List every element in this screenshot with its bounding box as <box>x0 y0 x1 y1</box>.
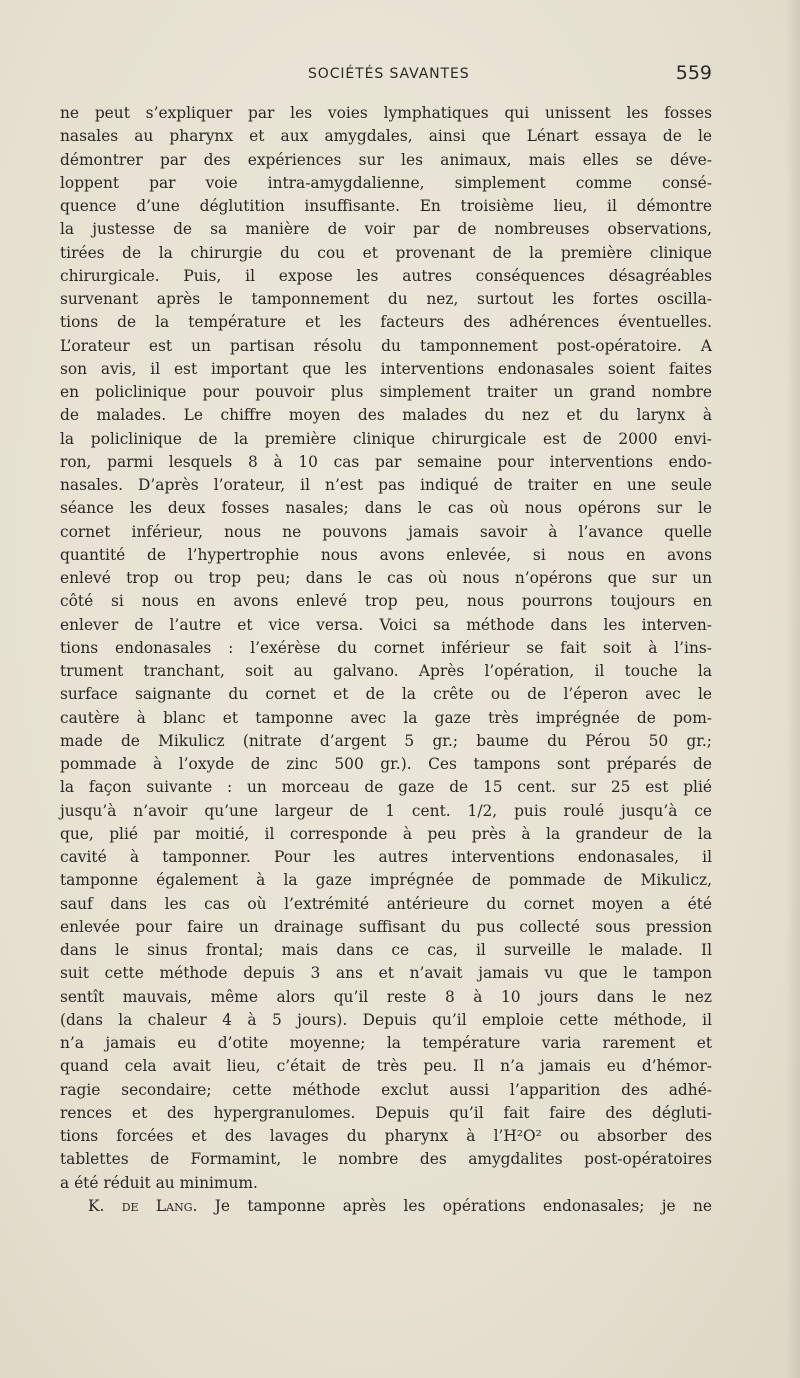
text-line: made de Mikulicz (nitrate d’argent 5 gr.; baume du Pérou 50 gr.; <box>60 731 712 750</box>
text-line: en policlinique pour pouvoir plus simplement traiter un grand nombre <box>60 383 712 401</box>
page-edge-shadow <box>786 0 800 1378</box>
text-line: enlever de l’autre et vice versa. Voici sa méthode dans les interven- <box>60 615 712 634</box>
text-line: ne peut s’expliquer par les voies lymphatiques qui unissent les fosses <box>60 104 712 122</box>
text-line: survenant après le tamponnement du nez, surtout les fortes oscilla- <box>60 290 712 308</box>
text-line: tirées de la chirurgie du cou et provenant de la première clinique <box>60 243 712 262</box>
text-line: cavité à tamponner. Pour les autres interventions endonasales, il <box>60 848 712 866</box>
text-line: quence d’une déglutition insuffisante. En troisième lieu, il démontre <box>60 197 712 215</box>
text-line: jusqu’à n’avoir qu’une largeur de 1 cent. 1/2, puis roulé jusqu’à ce <box>60 801 712 820</box>
text-line: chirurgicale. Puis, il expose les autres conséquences désagréables <box>60 266 712 285</box>
text-line: L’orateur est un partisan résolu du tamponnement post-opératoire. A <box>60 336 712 355</box>
text-line: la façon suivante : un morceau de gaze de 15 cent. sur 25 est plié <box>60 778 712 797</box>
header-title: SOCIÉTÉS SAVANTES <box>308 66 470 82</box>
text-line: enlevé trop ou trop peu; dans le cas où nous n’opérons que sur un <box>60 569 712 587</box>
text-line: séance les deux fosses nasales; dans le cas où nous opérons sur le <box>60 499 712 518</box>
text-line: surface saignante du cornet et de la crête ou de l’éperon avec le <box>60 685 712 704</box>
text-line: nasales au pharynx et aux amygdales, ainsi que Lénart essaya de le <box>60 127 712 146</box>
speaker-name: K. de Lang. <box>88 1196 198 1215</box>
text-line: dans le sinus frontal; mais dans ce cas, il surveille le malade. Il <box>60 941 712 959</box>
text-line: sentît mauvais, même alors qu’il reste 8 à 10 jours dans le nez <box>60 987 712 1006</box>
text-line: la policlinique de la première clinique chirurgicale est de 2000 envi- <box>60 429 712 448</box>
text-line: quand cela avait lieu, c’était de très peu. Il n’a jamais eu d’hémor- <box>60 1057 712 1076</box>
text-line: sauf dans les cas où l’extrémité antérieure du cornet moyen a été <box>60 894 712 913</box>
text-line: tions endonasales : l’exérèse du cornet inférieur se fait soit à l’ins- <box>60 638 712 657</box>
running-head <box>60 62 712 86</box>
text-line: ragie secondaire; cette méthode exclut aussi l’apparition des adhé- <box>60 1080 712 1099</box>
text-line: nasales. D’après l’orateur, il n’est pas indiqué de traiter en une seule <box>60 476 712 494</box>
text-line: démontrer par des expériences sur les animaux, mais elles se déve- <box>60 150 712 169</box>
text-line: rences et des hypergranulomes. Depuis qu’il fait faire des dégluti- <box>60 1103 712 1122</box>
text-line: tions forcées et des lavages du pharynx à l’H²O² ou absorber des <box>60 1127 712 1145</box>
text-line: son avis, il est important que les interventions endonasales soient faites <box>60 359 712 378</box>
text-line: trument tranchant, soit au galvano. Après l’opération, il touche la <box>60 662 712 680</box>
text-line: loppent par voie intra-amygdalienne, simplement comme consé- <box>60 173 712 192</box>
text-line: quantité de l’hypertrophie nous avons enlevée, si nous en avons <box>60 545 712 564</box>
next-paragraph-text: Je tamponne après les opérations endonasales; je ne <box>197 1196 713 1215</box>
next-paragraph <box>60 1195 712 1218</box>
body-text <box>60 102 712 1218</box>
text-line: tions de la température et les facteurs des adhérences éventuelles. <box>60 313 712 332</box>
text-line: ron, parmi lesquels 8 à 10 cas par semaine pour interventions endo- <box>60 452 712 471</box>
text-line: n’a jamais eu d’otite moyenne; la température varia rarement et <box>60 1034 712 1052</box>
text-line: que, plié par moitié, il corresponde à peu près à la grandeur de la <box>60 824 712 843</box>
text-line: de malades. Le chiffre moyen des malades du nez et du larynx à <box>60 406 712 425</box>
text-line: a été réduit au minimum. <box>60 1173 258 1192</box>
text-line: tablettes de Formamint, le nombre des amygdalites post-opératoires <box>60 1150 712 1169</box>
text-line: suit cette méthode depuis 3 ans et n’avait jamais vu que le tampon <box>60 964 712 983</box>
text-line: enlevée pour faire un drainage suffisant du pus collecté sous pression <box>60 917 712 936</box>
text-line: pommade à l’oxyde de zinc 500 gr.). Ces tampons sont préparés de <box>60 755 712 773</box>
text-line: cautère à blanc et tamponne avec la gaze très imprégnée de pom- <box>60 708 712 727</box>
text-line: côté si nous en avons enlevé trop peu, nous pourrons toujours en <box>60 592 712 611</box>
text-line: cornet inférieur, nous ne pouvons jamais savoir à l’avance quelle <box>60 522 712 541</box>
text-line: la justesse de sa manière de voir par de nombreuses observations, <box>60 220 712 239</box>
text-line: (dans la chaleur 4 à 5 jours). Depuis qu’il emploie cette méthode, il <box>60 1010 712 1029</box>
page-number: 559 <box>675 62 712 84</box>
text-line: tamponne également à la gaze imprégnée de pommade de Mikulicz, <box>60 871 712 890</box>
